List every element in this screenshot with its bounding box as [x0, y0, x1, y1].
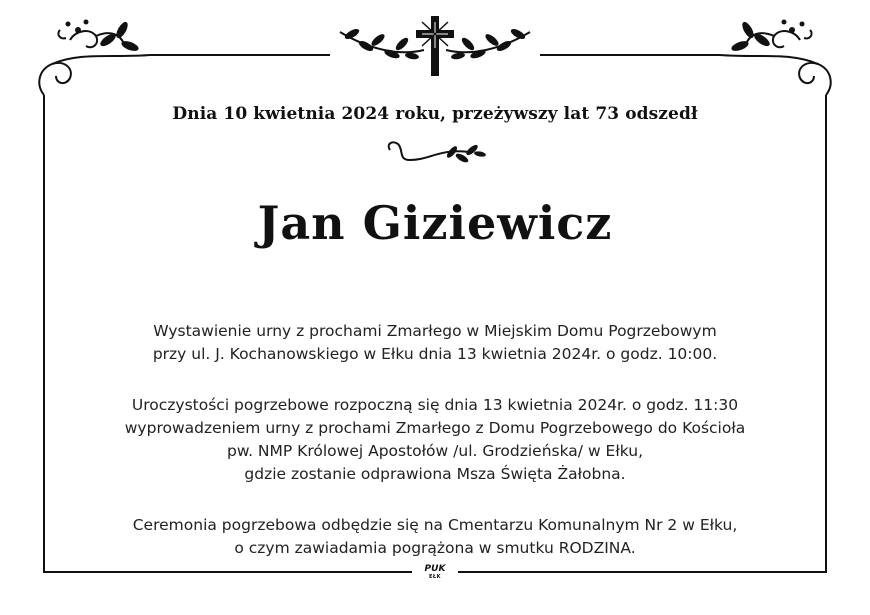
leaf-swirl-divider-icon [389, 142, 487, 164]
logo-text-bottom: EŁK [428, 574, 441, 580]
paragraph-line: wyprowadzeniem urny z prochami Zmarłego z Domu Pogrzebowego do Kościoła [124, 419, 746, 437]
logo-text-top: PUK [424, 564, 446, 574]
deceased-name: Jan Giziewicz [257, 196, 613, 250]
death-date-intro: Dnia 10 kwietnia 2024 roku, przeżywszy lat 73 odszedł [172, 104, 698, 124]
paragraph-line: Wystawienie urny z prochami Zmarłego w Miejskim Domu Pogrzebowym [153, 322, 717, 340]
paragraph-line: przy ul. J. Kochanowskiego w Ełku dnia 13 kwietnia 2024r. o godz. 10:00. [152, 345, 718, 363]
burial-paragraph [0, 514, 870, 560]
cross-with-leaves-icon [340, 16, 530, 76]
paragraph-line: o czym zawiadamia pogrążona w smutku RODZINA. [234, 539, 636, 557]
paragraph-line: gdzie zostanie odprawiona Msza Święta Żałobna. [244, 465, 626, 483]
paragraph-line: Ceremonia pogrzebowa odbędzie się na Cmentarzu Komunalnym Nr 2 w Ełku, [132, 516, 738, 534]
urn-viewing-paragraph [0, 320, 870, 366]
puk-logo [418, 564, 452, 582]
floral-swirl-right-icon [720, 30, 831, 95]
paragraph-line: Uroczystości pogrzebowe rozpoczną się dnia 13 kwietnia 2024r. o godz. 11:30 [131, 396, 739, 414]
paragraph-line: pw. NMP Królowej Apostołów /ul. Grodzieńska/ w Ełku, [226, 442, 643, 460]
floral-swirl-left-icon [39, 30, 150, 95]
funeral-ceremony-paragraph [0, 394, 870, 486]
